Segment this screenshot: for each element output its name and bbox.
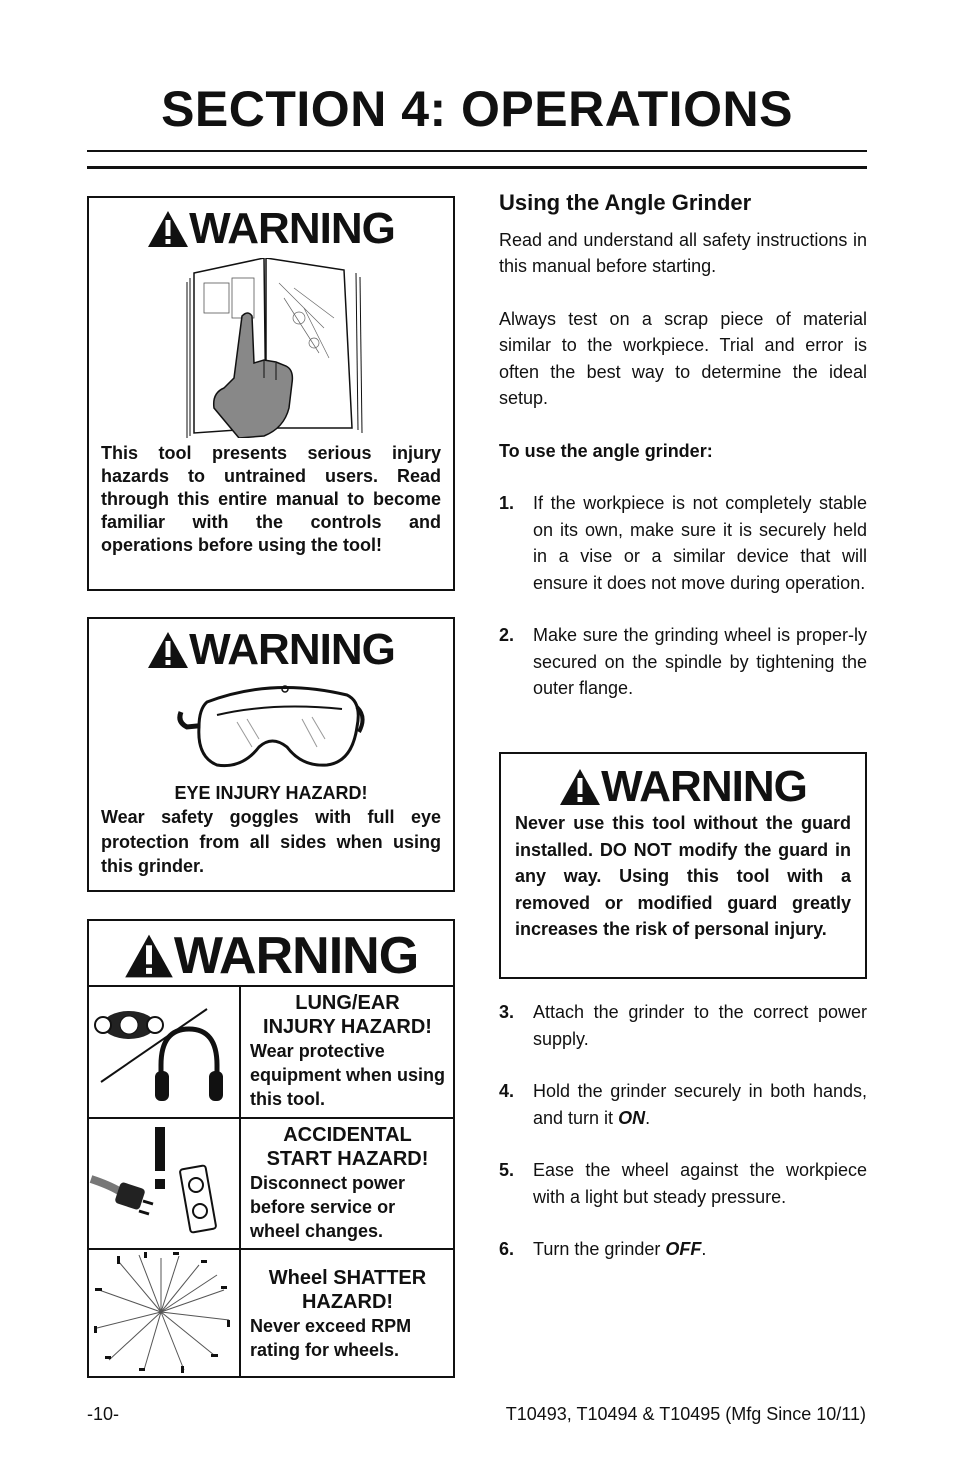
manual-reading-hand-icon: [184, 258, 364, 438]
step-text: If the workpiece is not completely stable on its own, make sure it is securely held in a vise or a similar device that will ensure it does not move during operation.: [533, 493, 867, 593]
shatter-burst-icon: [89, 1250, 237, 1376]
warning-triangle-icon: [124, 933, 174, 979]
respirator-earmuff-icon: [89, 987, 237, 1115]
hazard-text: Never exceed RPM rating for wheels.: [250, 1316, 412, 1360]
hazard-text: Disconnect power before service or wheel changes.: [250, 1173, 406, 1241]
warning-box-guard: [499, 752, 867, 979]
warning-text: This tool presents serious injury hazards to untrained users. Read through this entire manual to become familiar with the controls and operations before using the tool!: [101, 443, 441, 555]
hazard-row-lung-ear: [89, 985, 453, 1117]
step-item: [499, 1078, 867, 1131]
step-item: [499, 1157, 867, 1210]
hazard-title: INJURY HAZARD!: [263, 1016, 432, 1038]
warning-label: WARNING: [601, 762, 807, 811]
step-text: Ease the wheel against the workpiece with a light but steady pressure.: [533, 1160, 867, 1207]
hazard-table: [89, 985, 453, 1378]
warning-header: [89, 926, 453, 986]
warning-label: WARNING: [173, 927, 419, 985]
step-text: [533, 1078, 867, 1131]
step-number: 2.: [499, 625, 515, 645]
hazard-row-accidental-start: [89, 1117, 453, 1248]
title-rule-thick: [87, 166, 867, 169]
plug-outlet-icon: [89, 1119, 237, 1246]
warning-body: [101, 782, 441, 879]
step-text-end: .: [701, 1239, 707, 1259]
warning-box-manual: [87, 196, 455, 591]
warning-heading: EYE INJURY HAZARD!: [174, 783, 368, 803]
testing-paragraph: Always test on a scrap piece of material similar to the workpiece. Trial and error is often the best way to determine the ideal setup.: [499, 308, 867, 408]
hazard-text: Wear protective equipment when using this tool.: [250, 1041, 446, 1109]
warning-triangle-icon: [147, 631, 189, 669]
step-text-end: .: [645, 1107, 651, 1128]
warning-header: [501, 762, 865, 812]
steps-heading: To use the angle grinder:: [499, 440, 713, 461]
section-heading: Using the Angle Grinder: [499, 190, 752, 215]
warning-triangle-icon: [147, 210, 189, 248]
hazard-row-wheel-shatter: [89, 1248, 453, 1378]
step-item: [499, 490, 867, 596]
hazard-title: START HAZARD!: [266, 1148, 429, 1170]
hazard-text-cell: [241, 1119, 453, 1248]
page-title: SECTION 4: OPERATIONS: [161, 81, 793, 137]
step-emphasis: ON: [618, 1107, 646, 1128]
step-number: 3.: [499, 1002, 515, 1022]
hazard-text-cell: [241, 1250, 453, 1378]
step-text: Attach the grinder to the correct power supply.: [533, 1002, 867, 1049]
warning-label: WARNING: [189, 625, 395, 674]
intro-paragraph: Read and understand all safety instructions in this manual before starting.: [499, 229, 867, 276]
warning-box-hazards: [87, 919, 455, 1378]
right-column-bottom: [499, 999, 867, 1263]
page-number: -10-: [87, 1404, 120, 1424]
step-number: 6.: [499, 1239, 515, 1259]
step-item: [499, 999, 867, 1052]
warning-box-eye: [87, 617, 455, 892]
step-text: [533, 1236, 867, 1263]
hazard-title: HAZARD!: [301, 1291, 394, 1313]
model-footer: T10493, T10494 & T10495 (Mfg Since 10/11): [505, 1404, 866, 1424]
step-text: Make sure the grinding wheel is proper-ly secured on the spindle by tightening the outer flange.: [533, 625, 867, 698]
step-number: 5.: [499, 1160, 515, 1180]
step-item: [499, 1236, 867, 1263]
step-text-main: Turn the grinder: [533, 1239, 666, 1259]
step-item: [499, 622, 867, 702]
step-emphasis: OFF: [665, 1239, 702, 1259]
hazard-icon-cell: [89, 1250, 241, 1378]
step-number: 1.: [499, 493, 515, 513]
hazard-title: Wheel SHATTER: [268, 1267, 427, 1289]
title-rule-thin: [87, 150, 867, 152]
hazard-icon-cell: [89, 1119, 241, 1248]
warning-triangle-icon: [559, 768, 601, 806]
hazard-title: LUNG/EAR: [295, 992, 400, 1014]
warning-label: WARNING: [189, 204, 395, 253]
hazard-title: ACCIDENTAL: [283, 1124, 412, 1146]
warning-header: [89, 625, 453, 675]
step-number: 4.: [499, 1081, 515, 1101]
hazard-text-cell: [241, 987, 453, 1117]
hazard-icon-cell: [89, 987, 241, 1117]
step-text-main: Hold the grinder securely in both hands, and turn it: [533, 1081, 867, 1128]
warning-header: [89, 204, 453, 254]
warning-text: Never use this tool without the guard installed. DO NOT modify the guard in any way. Using this tool with a removed or modified guard greatly increases the risk of personal injury.: [515, 813, 851, 939]
safety-goggles-icon: [177, 677, 367, 772]
right-column-top: [499, 190, 867, 702]
warning-text: Wear safety goggles with full eye protection from all sides when using this grinder.: [101, 807, 441, 876]
